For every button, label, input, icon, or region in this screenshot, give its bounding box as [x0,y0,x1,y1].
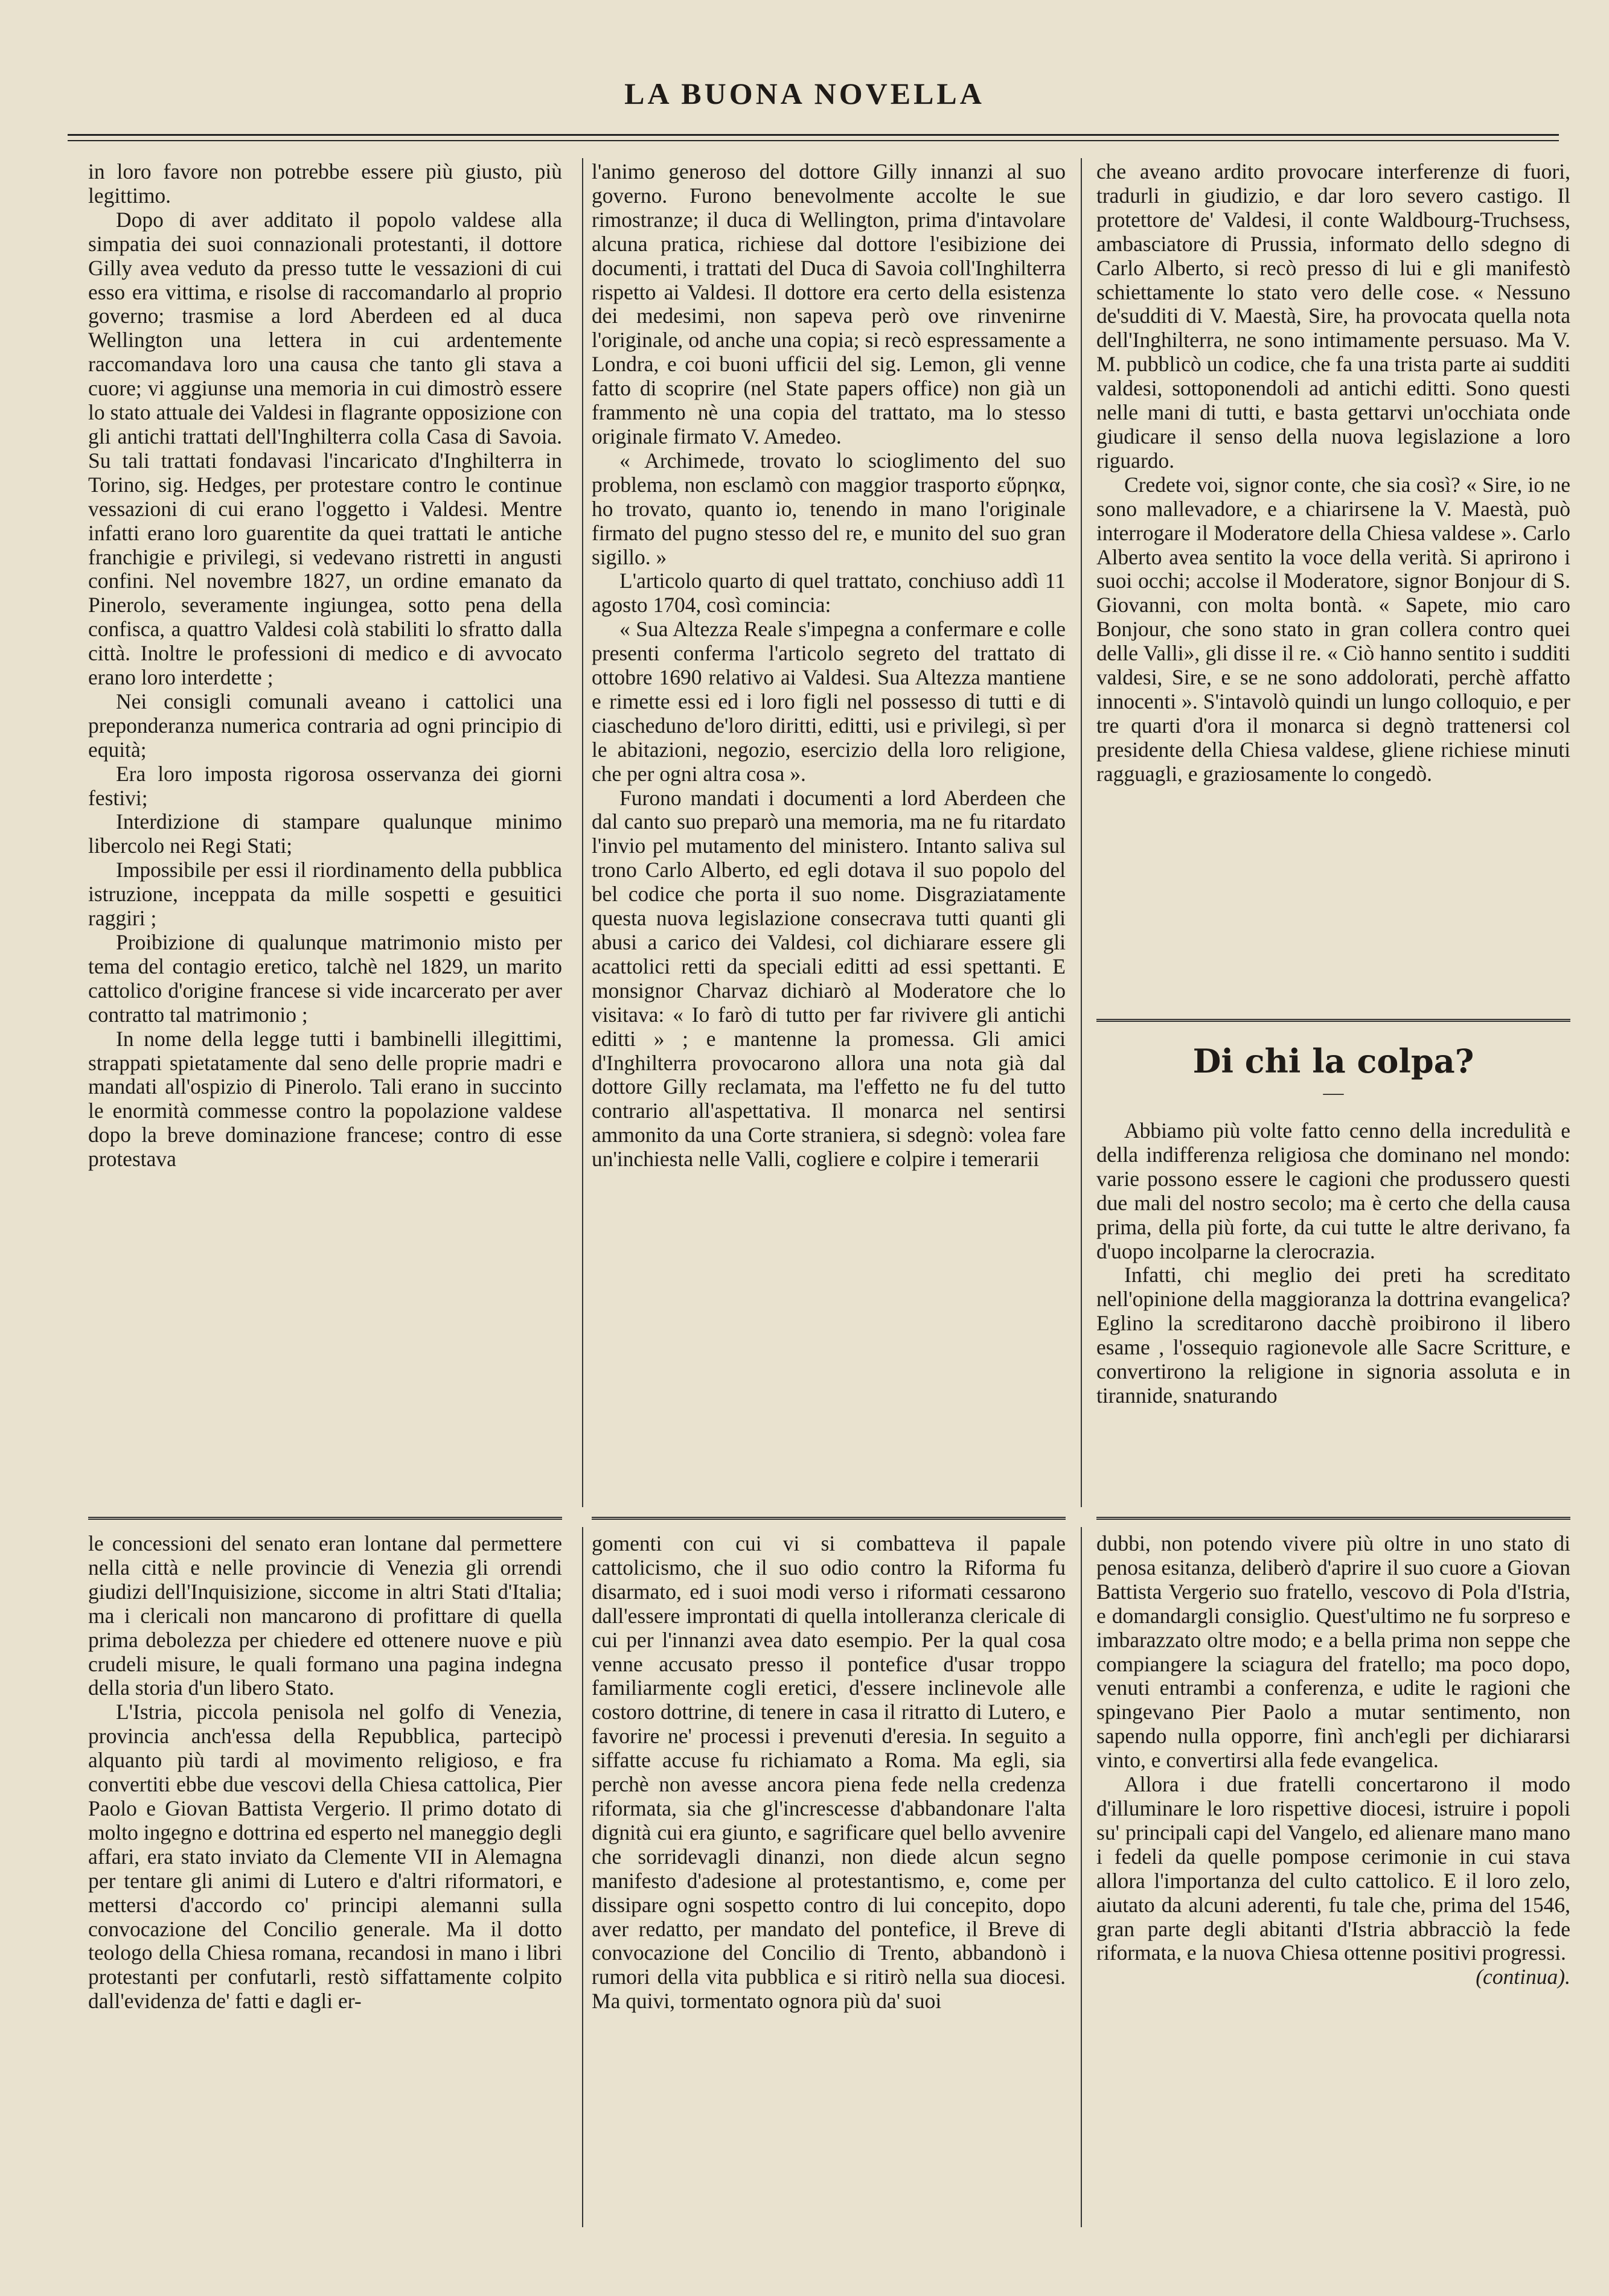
paragraph: in loro favore non potrebbe essere più giusto, più legittimo. [88,159,562,208]
upper-column-3 [1096,160,1570,786]
article-di-chi-la-colpa [1096,1024,1570,1408]
column-divider [1081,1527,1082,2227]
paragraph: L'articolo quarto di quel trattato, conchiuso addì 11 agosto 1704, così comincia: [592,569,1066,617]
band-rule [1096,1517,1570,1520]
paragraph: le concessioni del senato eran lontane dal permettere nella città e nelle provincie di Venezia gli orrendi giudizi dell'Inquisizione, siccome in altri Stati d'Italia; ma i clericali non mancarono di profittare di quella prima debolezza per chiedere ed ottenere nuove e più crudeli misure, le quali formano una pagina indegna della storia d'un libero Stato. [88,1531,562,1700]
paragraph: Era loro imposta rigorosa osservanza dei giorni festivi; [88,761,562,810]
paragraph: l'animo generoso del dottore Gilly innanzi al suo governo. Furono benevolmente accolte le sue rimostranze; il duca di Wellington, prima d'intavolare alcuna pratica, richiese dal dottore l'esibizione dei documenti, i trattati del Duca di Savoia coll'Inghilterra rispetto ai Valdesi. Il dottore era certo della esistenza dei medesimi, non sapeva però ove rinvenirne l'originale, od anche una copia; si recò espressamente a Londra, e coi buoni ufficii del sig. Lemon, gli venne fatto di scoprire (nel State papers office) non già un frammento nè una copia del trattato, ma lo stesso originale firmato V. Amedeo. [592,159,1066,448]
upper-column-2 [592,160,1066,1172]
paragraph: « Archimede, trovato lo scioglimento del suo problema, non esclamò con maggior trasporto εὕρηκα, ho trovato, quanto io, tenendo in mano l'originale firmato del pugno stesso del re, e munito del suo gran sigillo. » [592,448,1066,569]
lower-column-3 [1096,1532,1570,1989]
masthead: LA BUONA NOVELLA [624,77,985,110]
paragraph: Proibizione di qualunque matrimonio misto per tema del contagio eretico, talchè nel 1829, un marito cattolico d'origine francese si vide incarcerato per aver contratto tal matrimonio ; [88,930,562,1027]
paragraph: Interdizione di stampare qualunque minimo libercolo nei Regi Stati; [88,809,562,858]
lower-column-2 [592,1532,1066,2014]
paragraph: Nei consigli comunali aveano i cattolici una preponderanza numerica contraria ad ogni principio di equità; [88,689,562,762]
masthead-rule [68,134,1559,141]
section-rule [1096,1019,1570,1022]
paragraph: « Sua Altezza Reale s'impegna a confermare e colle presenti conferma l'articolo segreto del trattato di ottobre 1690 relativo ai Valdesi. Sua Altezza mantiene e rimette essi ed i loro figli nel possesso di tutti e di ciascheduno de'loro diritti, editti, usi e privilegi, sì per le abitazioni, negozio, esercizio della loro religione, che per ogni altra cosa ». [592,617,1066,786]
paragraph: Dopo di aver additato il popolo valdese alla simpatia dei suoi connazionali protestanti, il dottore Gilly avea veduto da presso tutte le vessazioni di cui esso era vittima, e risolse di raccomandarlo al proprio governo; trasmise a lord Aberdeen ed al duca Wellington una lettera in cui ardentemente raccomandava loro una causa che tanto gli stava a cuore; vi aggiunse una memoria in cui dimostrò essere lo stato attuale dei Valdesi in flagrante opposizione con gli antichi trattati dell'Inghilterra colla Casa di Savoia. Su tali trattati fondavasi l'incaricato d'Inghilterra in Torino, sig. Hedges, per protestare contro le continue vessazioni di cui erano l'oggetto i Valdesi. Mentre infatti erano loro guarentite da quei trattati le antiche franchigie e privilegi, si vedevano ristretti in angusti confini. Nel novembre 1827, un ordine emanato da Pinerolo, severamente ingiungea, sotto pena della confisca, a quattro Valdesi colà stabiliti lo sfratto dalla città. Inoltre le professioni di medico e di avvocato erano loro interdette ; [88,207,562,690]
paragraph: che aveano ardito provocare interferenze di fuori, tradurli in giudizio, e dar loro severo castigo. Il protettore de' Valdesi, il conte Waldbourg-Truchsess, ambasciatore di Prussia, informato dello sdegno di Carlo Alberto, si recò presso di lui e gli manifestò schiettamente lo stato vero delle cose. « Nessuno de'sudditi di V. Maestà, Sire, ha provocata quella nota dell'Inghilterra, ne sono intimamente persuaso. Ma V. M. pubblicò un codice, che fa una trista parte ai sudditi valdesi, sottoponendoli ad antichi editti. Sono questi nelle mani di tutti, e basta gettarvi un'occhiata onde giudicare il senso della nuova legislazione a loro riguardo. [1096,159,1570,473]
paragraph: Furono mandati i documenti a lord Aberdeen che dal canto suo preparò una memoria, ma ne fu ritardato l'invio pel mutamento del ministero. Intanto saliva sul trono Carlo Alberto, ed egli dotava il suo popolo del bel codice che porta il suo nome. Disgraziatamente questa nuova legislazione consecrava tutti quanti gli abusi a carico dei Valdesi, col dichiarare essere gli acattolici retti da speciali editti ad essi spettanti. E monsignor Charvaz dichiarò al Moderatore che lo visitava: « Io farò di tutto per far rivivere gli antichi editti » ; e mantenne la promessa. Gli amici d'Inghilterra provocarono allora una nota già dal dottore Gilly reclamata, ma l'effetto ne fu del tutto contrario all'aspettativa. Il monarca nel sentirsi ammonito da una Corte straniera, si sdegnò: volea fare un'inchiesta nelle Valli, cogliere e colpire i temerarii [592,785,1066,1172]
band-rule [88,1517,562,1520]
title-dash: — [1323,1082,1344,1104]
column-divider [582,158,583,1507]
column-divider [1081,158,1082,1507]
band-rule [592,1517,1066,1520]
upper-column-1 [88,160,562,1172]
column-divider [582,1527,583,2227]
paragraph: L'Istria, piccola penisola nel golfo di Venezia, provincia anch'essa della Repubblica, partecipò alquanto più tardi al movimento religioso, e fra convertiti ebbe due vescovi della Chiesa cattolica, Pier Paolo e Giovan Battista Vergerio. Il primo dotato di molto ingegno e dottrina ed esperto nel maneggio degli affari, era stato inviato da Clemente VII in Alemagna per tentare gli animi di Lutero e d'altri riformatori, e mettersi d'accordo co' principi alemanni sulla convocazione del Concilio generale. Ma il dotto teologo della Chiesa romana, recandosi in mano i libri protestanti per confutarli, restò siffattamente colpito dall'evidenza de' fatti e dagli er- [88,1700,562,2014]
paragraph: gomenti con cui vi si combatteva il papale cattolicismo, che il suo odio contro la Riforma fu disarmato, ed i suoi modi verso i riformati cessarono dall'essere improntati di quella intolleranza clericale di cui per l'innanzi avea dato esempio. Per la qual cosa venne accusato presso il pontefice d'usar troppo familiarmente cogli eretici, d'essere inclinevole alle costoro dottrine, di tenere in casa il ritratto di Lutero, e favorire ne' processi i prevenuti d'eresia. In seguito a siffatte accuse fu richiamato a Roma. Ma egli, sia perchè non avesse ancora piena fede nella credenza riformata, sia che gl'increscesse d'abbandonare l'alta dignità cui era giunto, e sagrificare quel bello avvenire che sorridevagli dinanzi, non diede alcun segno manifesto d'adesione al protestantismo, e, come per dissipare ogni sospetto contro di lui concepito, dopo aver redatto, per mandato del pontefice, il Breve di convocazione del Concilio di Trento, abbandonò i rumori della vita pubblica e si ritirò nella sua diocesi. Ma quivi, tormentato ognora più da' suoi [592,1531,1066,2014]
lower-column-1 [88,1532,562,2014]
paragraph: Credete voi, signor conte, che sia così? « Sire, io ne sono mallevadore, e a chiarirsene la V. Maestà, può interrogare il Moderatore della Chiesa valdese ». Carlo Alberto avea sentito la voce della verità. Si aprirono i suoi occhi; accolse il Moderatore, signor Bonjour di S. Giovanni, con molta bontà. « Sapete, mio caro Bonjour, che sono stato in gran collera contro quei delle Valli», gli disse il re. « Ciò hanno sentito i sudditi valdesi, Sire, e se ne sono addolorati, perchè affatto innocenti ». S'intavolò quindi un lungo colloquio, e per tre quarti d'ora il monarca si degnò trattenersi col presidente della Chiesa valdese, gliene richiese minuti ragguagli, e graziosamente lo congedò. [1096,472,1570,786]
paragraph: Abbiamo più volte fatto cenno della incredulità e della indifferenza religiosa che dominano nel mondo: varie possono essere le cagioni che produssero questi due mali del nostro secolo; ma è certo che della causa prima, della più forte, da cui tutte le altre derivano, fa d'uopo incolparne la clerocrazia. [1096,1118,1570,1263]
continua-note: (continua). [1476,1965,1570,1989]
article-title: Di chi la colpa? [1192,1042,1474,1080]
paragraph: Infatti, chi meglio dei preti ha screditato nell'opinione della maggioranza la dottrina evangelica? Eglino la screditarono dacchè proibirono il libero esame , l'ossequio ragionevole alle Sacre Scritture, e convertirono la religione in signoria assoluta e in tirannide, snaturando [1096,1263,1570,1408]
paragraph: Allora i due fratelli concertarono il modo d'illuminare le loro rispettive diocesi, istruire i popoli su' principali capi del Vangelo, ed alienare mano mano i fedeli da quelle pompose cerimonie in cui stava allora l'importanza del culto cattolico. E il loro zelo, aiutato da alcuni aderenti, fu tale che, prima del 1546, gran parte degli abitanti d'Istria abbracciò la fede riformata, e la nuova Chiesa ottenne positivi progressi. [1096,1772,1570,1965]
paragraph: In nome della legge tutti i bambinelli illegittimi, strappati spietatamente dal seno delle proprie madri e mandati all'ospizio di Pinerolo. Tali erano in succinto le enormità commesse contro la popolazione valdese dopo la breve dominazione francese; contro di esse protestava [88,1026,562,1172]
paragraph: Impossibile per essi il riordinamento della pubblica istruzione, inceppata da mille sospetti e gesuitici raggiri ; [88,858,562,931]
paragraph: dubbi, non potendo vivere più oltre in uno stato di penosa esitanza, deliberò d'aprire il suo cuore a Giovan Battista Vergerio suo fratello, vescovo di Pola d'Istria, e domandargli consiglio. Quest'ultimo ne fu sorpreso e imbarazzato oltre modo; e a bella prima non seppe che compiangere la sciagura del fratello; ma poco dopo, venuti entrambi a conferenza, e udite le ragioni che spingevano Pier Paolo a mutar sentimento, non sapendo nulla opporre, finì anch'egli per dichiararsi vinto, e convertirsi alla fede evangelica. [1096,1531,1570,1773]
